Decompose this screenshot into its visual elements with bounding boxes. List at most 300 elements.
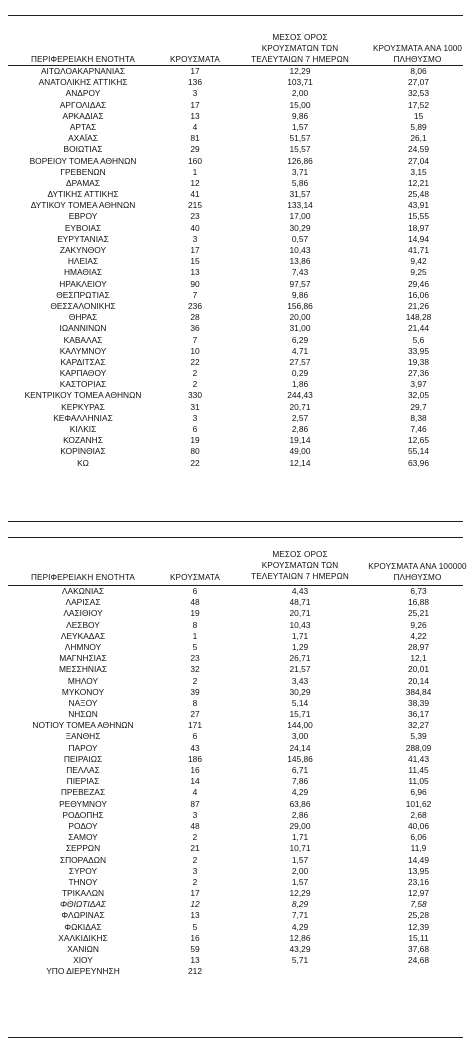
cell-region: ΒΟΡΕΙΟΥ ΤΟΜΕΑ ΑΘΗΝΩΝ [29, 155, 137, 166]
table-body [0, 66, 469, 469]
cell-region: ΑΡΓΟΛΙΔΑΣ [59, 99, 107, 110]
cell-per-population: 11,05 [408, 776, 429, 787]
table-row [0, 267, 469, 278]
cell-cases: 3 [192, 865, 198, 876]
cell-cases: 3 [192, 233, 198, 244]
cell-cases: 22 [190, 457, 200, 468]
cell-region: ΓΡΕΒΕΝΩΝ [60, 166, 106, 177]
cell-cases: 40 [190, 222, 200, 233]
cell-7day-average: 20,71 [289, 608, 311, 619]
cell-per-population: 23,16 [408, 876, 429, 887]
cell-per-population: 12,21 [408, 177, 429, 188]
cell-7day-average: 27,57 [289, 356, 311, 367]
cell-7day-average: 133,14 [287, 200, 313, 211]
cell-per-population: 9,25 [410, 267, 427, 278]
header-cases: ΚΡΟΥΣΜΑΤΑ [170, 573, 220, 582]
cell-region: ΗΡΑΚΛΕΙΟΥ [59, 278, 107, 289]
cell-cases: 186 [188, 753, 202, 764]
table-row [0, 88, 469, 99]
table-row [0, 167, 469, 178]
cell-per-population: 384,84 [405, 686, 432, 697]
table-row [0, 223, 469, 234]
table-row [0, 189, 469, 200]
cell-7day-average: 126,86 [287, 155, 313, 166]
cell-per-population: 43,91 [408, 200, 429, 211]
table-row [0, 933, 469, 944]
cell-cases: 41 [190, 189, 200, 200]
cell-per-population: 17,52 [408, 99, 429, 110]
table-row [0, 720, 469, 731]
cell-cases: 2 [192, 832, 198, 843]
cell-cases: 3 [192, 809, 198, 820]
table-row [0, 832, 469, 843]
cell-cases: 212 [188, 966, 202, 977]
cell-region: ΔΥΤΙΚΟΥ ΤΟΜΕΑ ΑΘΗΝΩΝ [30, 200, 136, 211]
cell-cases: 8 [192, 697, 198, 708]
header-7day-average: ΜΕΣΟΣ ΟΡΟΣ ΚΡΟΥΣΜΑΤΩΝ ΤΩΝ ΤΕΛΕΥΤΑΙΩΝ 7 ΗΜΕΡΩΝ [251, 550, 349, 581]
cell-region: ΖΑΚΥΝΘΟΥ [59, 245, 107, 255]
cell-cases: 1 [192, 166, 198, 177]
cell-region: ΔΡΑΜΑΣ [66, 177, 100, 188]
cell-region: ΜΕΣΣΗΝΙΑΣ [58, 664, 108, 675]
cell-7day-average: 0,29 [291, 368, 309, 379]
cell-per-population: 25,21 [408, 608, 429, 619]
cell-cases: 3 [192, 88, 198, 99]
cell-per-population: 20,14 [408, 675, 429, 686]
cell-7day-average: 5,71 [291, 955, 309, 966]
header-cases: ΚΡΟΥΣΜΑΤΑ [170, 55, 220, 64]
cell-region: ΦΩΚΙΔΑΣ [64, 921, 102, 932]
cell-7day-average: 1,57 [291, 854, 309, 865]
cell-region: ΝΟΤΙΟΥ ΤΟΜΕΑ ΑΘΗΝΩΝ [32, 720, 134, 731]
cell-per-population: 41,71 [408, 245, 429, 255]
cell-7day-average: 17,00 [289, 211, 311, 222]
cell-7day-average: 3,00 [291, 731, 309, 742]
table-row [0, 211, 469, 222]
cell-7day-average: 3,71 [291, 166, 309, 177]
cell-cases: 90 [190, 278, 200, 289]
cell-per-population: 16,06 [408, 289, 429, 300]
cell-7day-average: 8,29 [291, 899, 309, 910]
cell-region: ΗΜΑΘΙΑΣ [63, 267, 103, 278]
cell-region: ΚΟΡΙΝΘΙΑΣ [60, 446, 106, 457]
cell-cases: 7 [192, 334, 198, 345]
table-row [0, 754, 469, 765]
cell-region: ΣΥΡΟΥ [68, 865, 98, 876]
cell-cases: 2 [192, 854, 198, 865]
table-row [0, 597, 469, 608]
cell-per-population: 14,49 [408, 854, 429, 865]
cell-per-population: 33,95 [408, 345, 429, 356]
cell-per-population: 24,59 [408, 144, 429, 155]
cell-region: ΘΗΡΑΣ [68, 312, 98, 323]
cell-region: ΕΒΡΟΥ [68, 211, 98, 222]
cell-7day-average: 156,86 [287, 300, 313, 311]
cell-region: ΥΠΟ ΔΙΕΡΕΥΝΗΣΗ [46, 966, 120, 977]
cell-cases: 13 [190, 955, 200, 966]
table-row [0, 922, 469, 933]
cell-region: ΒΟΙΩΤΙΑΣ [63, 144, 103, 155]
cell-cases: 17 [190, 245, 200, 255]
cell-region: ΚΙΛΚΙΣ [69, 424, 97, 434]
cell-7day-average: 20,00 [289, 312, 311, 323]
cell-region: ΡΟΔΟΥ [68, 820, 98, 831]
cell-7day-average: 1,71 [291, 832, 309, 843]
cell-cases: 31 [190, 401, 200, 412]
table-row [0, 799, 469, 810]
header-cases-per-100000: ΚΡΟΥΣΜΑΤΑ ΑΝΑ 100000 ΠΛΗΘΥΣΜΟ [368, 562, 467, 582]
cell-region: ΚΑΡΠΑΘΟΥ [59, 368, 107, 379]
cell-per-population: 32,53 [408, 88, 429, 99]
cell-7day-average: 9,86 [291, 289, 309, 300]
cell-region: ΑΙΤΩΛΟΑΚΑΡΝΑΝΙΑΣ [40, 66, 126, 76]
cell-cases: 6 [192, 731, 198, 742]
cell-per-population: 25,48 [408, 189, 429, 200]
cell-7day-average: 15,71 [289, 709, 311, 720]
table-row [0, 144, 469, 155]
cell-7day-average: 145,86 [287, 753, 313, 764]
cell-per-population: 12,1 [410, 653, 427, 664]
cell-per-population: 41,43 [408, 753, 429, 764]
table-row [0, 653, 469, 664]
cell-7day-average: 63,86 [289, 798, 311, 809]
cell-7day-average: 26,71 [289, 653, 311, 664]
top-rule [8, 15, 463, 16]
cell-cases: 21 [190, 843, 200, 854]
table-row [0, 256, 469, 267]
cell-cases: 4 [192, 787, 198, 798]
cell-per-population: 7,46 [410, 424, 427, 434]
cell-per-population: 13,95 [408, 865, 429, 876]
cell-7day-average: 51,57 [289, 133, 311, 144]
cell-region: ΛΗΜΝΟΥ [64, 641, 102, 652]
table-row [0, 424, 469, 435]
cell-cases: 81 [190, 133, 200, 144]
cell-7day-average: 19,14 [289, 435, 311, 446]
cell-per-population: 63,96 [408, 457, 429, 468]
table-row [0, 245, 469, 256]
table-2 [0, 534, 469, 1044]
table-row [0, 855, 469, 866]
cell-per-population: 36,17 [408, 709, 429, 720]
cell-cases: 1 [192, 630, 198, 641]
cell-cases: 39 [190, 686, 200, 697]
cell-7day-average: 103,71 [287, 77, 313, 88]
table-row [0, 133, 469, 144]
cell-7day-average: 244,43 [287, 390, 313, 401]
cell-per-population: 32,27 [408, 720, 429, 731]
cell-7day-average: 144,00 [287, 720, 313, 731]
table-row [0, 458, 469, 469]
cell-per-population: 26,1 [410, 133, 427, 144]
cell-region: ΛΕΥΚΑΔΑΣ [60, 630, 106, 641]
table-row [0, 664, 469, 675]
cell-region: ΚΟΖΑΝΗΣ [63, 435, 103, 446]
cell-per-population: 18,97 [408, 222, 429, 233]
cell-cases: 12 [190, 899, 200, 910]
cell-per-population: 5,89 [410, 121, 427, 132]
table-row [0, 966, 469, 977]
table-row [0, 944, 469, 955]
cell-region: ΚΕΦΑΛΛΗΝΙΑΣ [53, 412, 113, 423]
cell-per-population: 27,07 [408, 77, 429, 88]
cell-cases: 43 [190, 742, 200, 753]
table-row [0, 357, 469, 368]
cell-region: ΗΛΕΙΑΣ [67, 256, 99, 267]
cell-per-population: 8,38 [410, 412, 427, 423]
cell-7day-average: 7,86 [291, 776, 309, 787]
cell-per-population: 38,39 [408, 697, 429, 708]
cell-region: ΜΥΚΟΝΟΥ [61, 686, 105, 697]
cell-cases: 80 [190, 446, 200, 457]
table-row [0, 402, 469, 413]
cell-7day-average: 21,57 [289, 664, 311, 675]
table-row [0, 390, 469, 401]
table-row [0, 335, 469, 346]
cell-cases: 13 [190, 267, 200, 278]
cell-region: ΔΥΤΙΚΗΣ ΑΤΤΙΚΗΣ [47, 189, 119, 200]
cell-region: ΘΕΣΠΡΩΤΙΑΣ [56, 289, 110, 300]
cell-cases: 28 [190, 312, 200, 323]
top-rule [8, 537, 463, 538]
table-row [0, 899, 469, 910]
table-row [0, 731, 469, 742]
cell-per-population: 29,7 [410, 401, 427, 412]
cell-cases: 2 [192, 379, 198, 390]
table-row [0, 620, 469, 631]
cell-per-population: 14,94 [408, 233, 429, 244]
cell-cases: 215 [188, 200, 202, 211]
cell-7day-average: 20,71 [289, 401, 311, 412]
table-row [0, 413, 469, 424]
cell-cases: 87 [190, 798, 200, 809]
cell-cases: 8 [192, 619, 198, 630]
table-row [0, 66, 469, 77]
cell-region: ΡΟΔΟΠΗΣ [62, 809, 104, 820]
cell-cases: 12 [190, 177, 200, 188]
cell-per-population: 15,55 [408, 211, 429, 222]
cell-per-population: 2,68 [410, 809, 427, 820]
cell-per-population: 27,36 [408, 368, 429, 379]
cell-region: ΣΕΡΡΩΝ [65, 843, 101, 854]
cell-cases: 17 [190, 888, 200, 899]
cell-region: ΧΑΝΙΩΝ [67, 944, 99, 954]
cell-cases: 13 [190, 110, 200, 121]
cell-per-population: 9,42 [410, 256, 427, 267]
table-row [0, 77, 469, 88]
cell-7day-average: 1,57 [291, 121, 309, 132]
cell-per-population: 8,06 [410, 66, 427, 76]
cell-cases: 7 [192, 289, 198, 300]
cell-per-population: 32,05 [408, 390, 429, 401]
cell-region: ΛΕΣΒΟΥ [66, 619, 100, 630]
cell-7day-average: 12,29 [289, 66, 311, 76]
cell-region: ΝΗΣΩΝ [68, 709, 98, 720]
table-row [0, 866, 469, 877]
table-row [0, 776, 469, 787]
header-7day-average: ΜΕΣΟΣ ΟΡΟΣ ΚΡΟΥΣΜΑΤΩΝ ΤΩΝ ΤΕΛΕΥΤΑΙΩΝ 7 ΗΜΕΡΩΝ [251, 33, 349, 64]
bottom-rule [8, 1037, 463, 1038]
cell-per-population: 29,46 [408, 278, 429, 289]
cell-cases: 330 [188, 390, 202, 401]
cell-per-population: 12,65 [408, 435, 429, 446]
cell-per-population: 19,38 [408, 356, 429, 367]
cell-cases: 22 [190, 356, 200, 367]
cell-per-population: 5,39 [410, 731, 427, 742]
cell-per-population: 9,26 [410, 619, 427, 630]
table-row [0, 821, 469, 832]
table-row [0, 586, 469, 597]
cell-region: ΦΘΙΩΤΙΔΑΣ [60, 899, 106, 910]
cell-region: ΑΡΤΑΣ [69, 121, 97, 132]
cell-7day-average: 4,43 [291, 586, 309, 596]
cell-per-population: 20,01 [408, 664, 429, 675]
cell-region: ΚΑΡΔΙΤΣΑΣ [60, 356, 106, 367]
cell-7day-average: 43,29 [289, 944, 311, 954]
cell-7day-average: 4,71 [291, 345, 309, 356]
cell-per-population: 16,88 [408, 597, 429, 608]
cell-per-population: 5,6 [412, 334, 425, 345]
cell-7day-average: 10,43 [289, 245, 311, 255]
cell-per-population: 27,04 [408, 155, 429, 166]
cell-cases: 23 [190, 211, 200, 222]
cell-per-population: 40,06 [408, 820, 429, 831]
table-row [0, 301, 469, 312]
cell-region: ΛΑΣΙΘΙΟΥ [63, 608, 103, 619]
table-row [0, 446, 469, 457]
table-row [0, 312, 469, 323]
cell-cases: 19 [190, 608, 200, 619]
header-cases-per-population: ΚΡΟΥΣΜΑΤΑ ΑΝΑ 1000 ΠΛΗΘΥΣΜΟ [372, 44, 463, 64]
cell-7day-average: 7,43 [291, 267, 309, 278]
cell-per-population: 6,73 [410, 586, 427, 596]
cell-cases: 15 [190, 256, 200, 267]
cell-region: ΚΑΛΥΜΝΟΥ [59, 345, 107, 356]
cell-region: ΑΧΑΪΑΣ [68, 133, 98, 144]
cell-region: ΜΑΓΝΗΣΙΑΣ [59, 653, 107, 664]
cell-cases: 2 [192, 876, 198, 887]
cell-region: ΣΑΜΟΥ [68, 832, 98, 843]
cell-7day-average: 12,29 [289, 888, 311, 899]
cell-region: ΜΗΛΟΥ [67, 675, 99, 686]
cell-cases: 48 [190, 820, 200, 831]
cell-cases: 36 [190, 323, 200, 334]
cell-cases: 160 [188, 155, 202, 166]
cell-7day-average: 48,71 [289, 597, 311, 608]
cell-region: ΕΥΒΟΙΑΣ [64, 222, 102, 233]
table-row [0, 111, 469, 122]
table-row [0, 323, 469, 334]
cell-per-population: 3,97 [410, 379, 427, 390]
cell-region: ΧΙΟΥ [73, 955, 93, 966]
cell-7day-average: 3,43 [291, 675, 309, 686]
cell-region: ΚΑΒΑΛΑΣ [63, 334, 103, 345]
cell-region: ΛΑΡΙΣΑΣ [65, 597, 101, 608]
cell-7day-average: 1,71 [291, 630, 309, 641]
cell-per-population: 11,45 [408, 765, 429, 775]
table-row [0, 608, 469, 619]
cell-cases: 136 [188, 77, 202, 88]
cell-cases: 2 [192, 368, 198, 379]
cell-cases: 27 [190, 709, 200, 720]
table-row [0, 368, 469, 379]
cell-region: ΦΛΩΡΙΝΑΣ [61, 910, 105, 921]
cell-per-population: 11,9 [410, 843, 427, 854]
cell-per-population: 37,68 [408, 944, 429, 954]
cell-7day-average: 1,86 [291, 379, 309, 390]
cell-7day-average: 6,29 [291, 334, 309, 345]
cell-per-population: 4,22 [410, 630, 427, 641]
cell-cases: 16 [190, 932, 200, 943]
table-row [0, 687, 469, 698]
cell-per-population: 101,62 [405, 798, 432, 809]
cell-region: ΚΑΣΤΟΡΙΑΣ [59, 379, 107, 390]
cell-7day-average: 13,86 [289, 256, 311, 267]
cell-region: ΤΡΙΚΑΛΩΝ [61, 888, 105, 899]
cell-cases: 23 [190, 653, 200, 664]
cell-cases: 6 [192, 424, 198, 434]
cell-7day-average: 0,57 [291, 233, 309, 244]
table-row [0, 709, 469, 720]
cell-per-population: 3,15 [410, 166, 427, 177]
cell-region: ΤΗΝΟΥ [68, 876, 98, 887]
cell-7day-average: 15,57 [289, 144, 311, 155]
cell-7day-average: 4,29 [291, 787, 309, 798]
table-row [0, 178, 469, 189]
table-row [0, 843, 469, 854]
table-row [0, 122, 469, 133]
header-region: ΠΕΡΙΦΕΡΕΙΑΚΗ ΕΝΟΤΗΤΑ [31, 55, 135, 64]
header-region: ΠΕΡΙΦΕΡΕΙΑΚΗ ΕΝΟΤΗΤΑ [31, 573, 135, 582]
table-row [0, 787, 469, 798]
table-row [0, 631, 469, 642]
cell-region: ΑΝΑΤΟΛΙΚΗΣ ΑΤΤΙΚΗΣ [38, 77, 128, 88]
table-row [0, 698, 469, 709]
cell-cases: 48 [190, 597, 200, 608]
cell-per-population: 7,58 [410, 899, 427, 910]
cell-7day-average: 7,71 [291, 910, 309, 921]
cell-cases: 14 [190, 776, 200, 787]
cell-7day-average: 97,57 [289, 278, 311, 289]
cell-per-population: 15 [413, 110, 424, 121]
cell-7day-average: 12,14 [289, 457, 311, 468]
cell-per-population: 12,39 [408, 921, 429, 932]
cell-cases: 16 [190, 765, 200, 775]
cell-cases: 5 [192, 921, 198, 932]
cell-7day-average: 49,00 [289, 446, 311, 457]
cell-cases: 59 [190, 944, 200, 954]
table-row [0, 290, 469, 301]
cell-per-population: 12,97 [408, 888, 429, 899]
table-row [0, 910, 469, 921]
cell-7day-average: 2,00 [291, 88, 309, 99]
cell-cases: 171 [188, 720, 202, 731]
cell-7day-average: 9,86 [291, 110, 309, 121]
table-row [0, 234, 469, 245]
cell-region: ΕΥΡΥΤΑΝΙΑΣ [57, 233, 109, 244]
cell-7day-average: 31,00 [289, 323, 311, 334]
cell-region: ΠΕΛΛΑΣ [66, 765, 100, 775]
cell-region: ΞΑΝΘΗΣ [65, 731, 101, 742]
table-row [0, 877, 469, 888]
table-row [0, 346, 469, 357]
table-row [0, 435, 469, 446]
cell-cases: 4 [192, 121, 198, 132]
cell-7day-average: 30,29 [289, 222, 311, 233]
cell-region: ΑΝΔΡΟΥ [65, 88, 101, 99]
cell-per-population: 28,97 [408, 641, 429, 652]
cell-region: ΠΡΕΒΕΖΑΣ [60, 787, 106, 798]
